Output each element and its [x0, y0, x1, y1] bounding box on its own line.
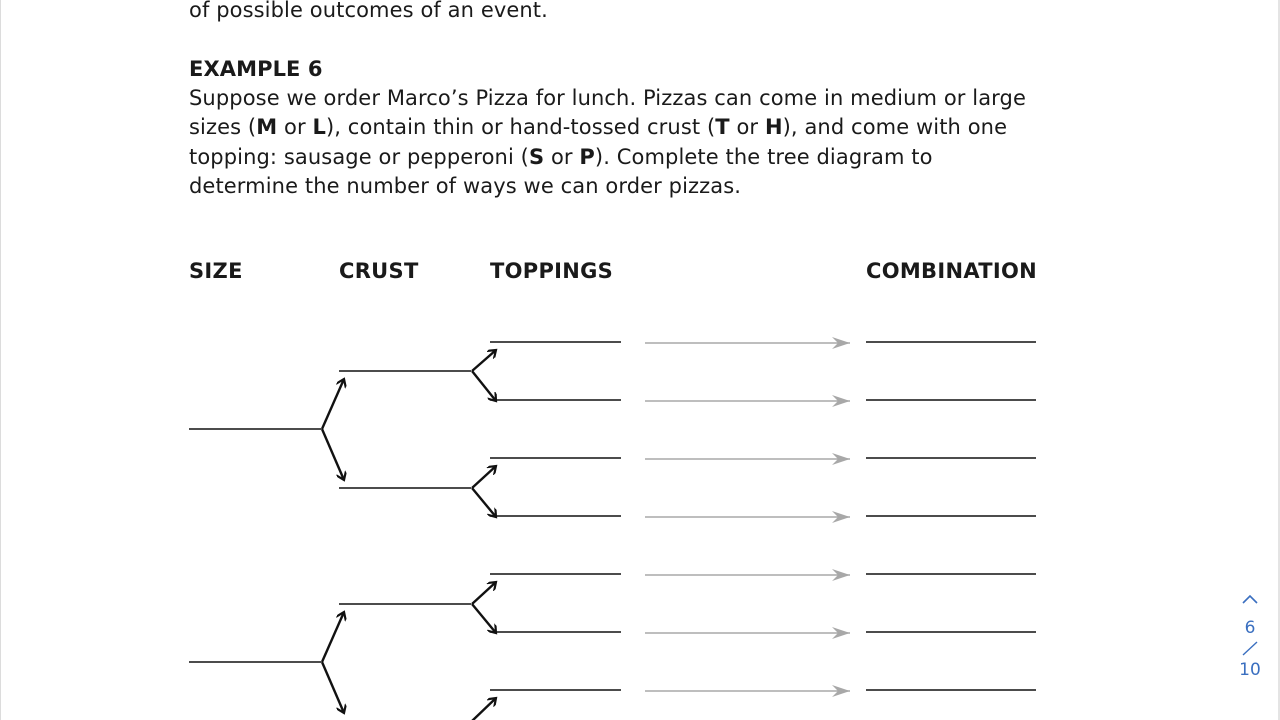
- branch-arrow: [472, 604, 496, 633]
- paragraph-line: Suppose we order Marco’s Pizza for lunch. Pizzas can come in medium or large: [189, 86, 1026, 110]
- bold-option-letter: P: [579, 144, 595, 169]
- bold-option-letter: S: [528, 144, 545, 169]
- paragraph-line: topping: sausage or pepperoni (S or P). Complete the tree diagram to: [189, 144, 933, 169]
- paragraph-line: sizes (M or L), contain thin or hand-tossed crust (T or H), and come with one: [189, 115, 1008, 140]
- branch-arrow: [472, 466, 496, 488]
- intro-text: of possible outcomes of an event.: [189, 0, 548, 22]
- slash-icon: [1240, 638, 1260, 658]
- example-heading: EXAMPLE 6: [189, 57, 323, 81]
- column-label-combination: COMBINATION: [866, 259, 1038, 283]
- column-label-crust: CRUST: [339, 259, 419, 283]
- branch-arrow: [472, 371, 496, 401]
- bold-option-letter: L: [312, 115, 326, 140]
- paragraph-line: determine the number of ways we can order pizzas.: [189, 173, 742, 198]
- bold-option-letter: H: [764, 115, 783, 140]
- branch-arrow: [322, 662, 344, 713]
- branch-arrow: [472, 582, 496, 604]
- branch-arrow: [472, 350, 496, 371]
- bold-option-letter: M: [256, 115, 278, 140]
- current-page-number: 6: [1244, 618, 1256, 638]
- branch-arrow: [322, 429, 344, 480]
- column-label-size: SIZE: [189, 259, 243, 283]
- bold-option-letter: T: [715, 115, 730, 140]
- branch-arrow: [472, 698, 496, 720]
- chevron-up-icon: [1241, 593, 1259, 605]
- total-page-count: 10: [1239, 660, 1261, 680]
- branch-arrow: [322, 612, 344, 662]
- branch-arrow: [322, 379, 344, 429]
- column-label-toppings: TOPPINGS: [490, 259, 614, 283]
- branch-arrow: [472, 488, 496, 517]
- page-separator: [1232, 638, 1268, 660]
- previous-page-button[interactable]: [1232, 590, 1268, 618]
- page-navigator: [1232, 590, 1268, 680]
